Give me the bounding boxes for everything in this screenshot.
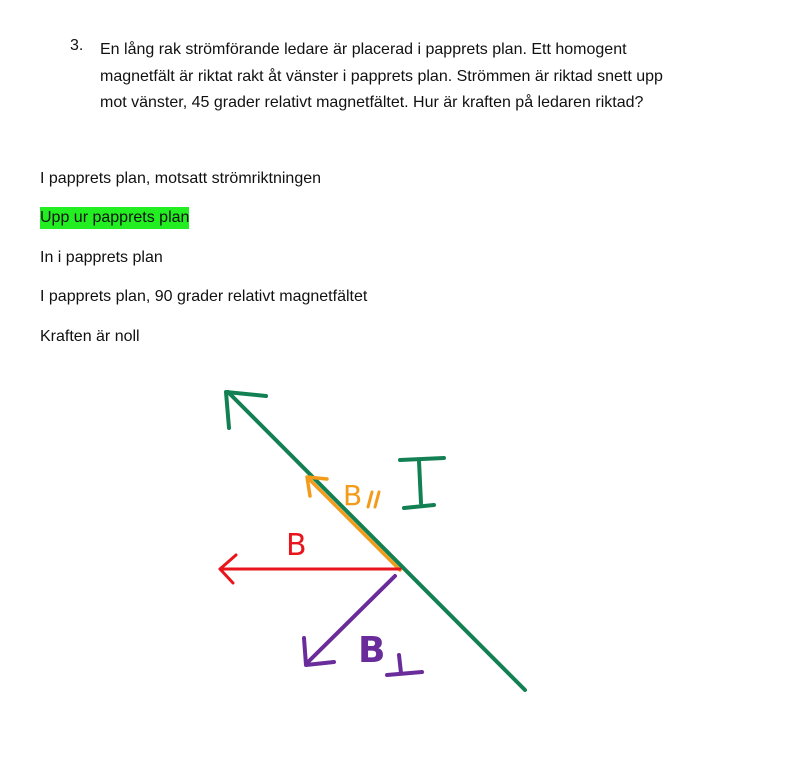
answer-option[interactable]: In i papprets plan xyxy=(40,249,163,266)
perpendicular-subscript xyxy=(387,655,422,675)
answer-option[interactable]: I papprets plan, motsatt strömriktningen xyxy=(40,170,322,187)
b-parallel-label: B xyxy=(343,479,363,512)
question-line: mot vänster, 45 grader relativt magnetfältet. Hur är kraften på ledaren riktad? xyxy=(100,94,644,111)
answer-option[interactable]: I papprets plan, 90 grader relativt magnetfältet xyxy=(40,288,368,305)
question-line: magnetfält är riktat rakt åt vänster i papprets plan. Strömmen är riktad snett upp xyxy=(100,67,663,85)
question-line: En lång rak strömförande ledare är placerad i papprets plan. Ett homogent xyxy=(100,41,627,58)
answer-option-correct[interactable]: Upp ur papprets plan xyxy=(40,207,189,229)
b-perpendicular-label: B xyxy=(358,630,386,671)
answer-option[interactable]: Kraften är noll xyxy=(40,328,140,345)
b-field-label: B xyxy=(286,528,307,563)
parallel-subscript xyxy=(368,492,379,507)
b-field-arrow xyxy=(220,555,400,583)
current-label xyxy=(400,458,444,508)
question-number: 3. xyxy=(70,37,84,54)
